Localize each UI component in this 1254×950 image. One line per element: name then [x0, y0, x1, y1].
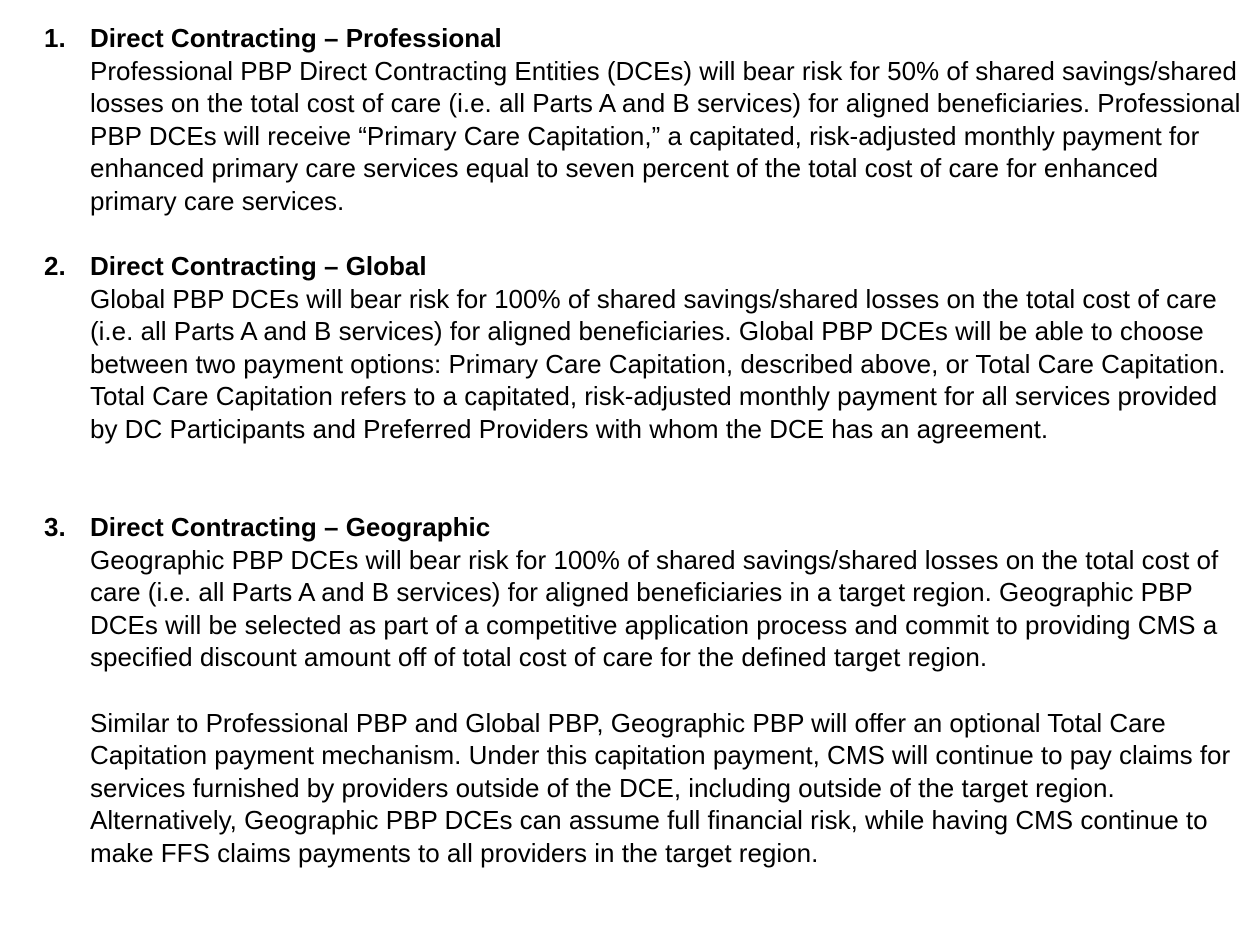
item-number: 2. [44, 251, 66, 281]
item-body [90, 22, 1250, 218]
item-heading: Direct Contracting – Professional [90, 23, 502, 53]
item-paragraph: Similar to Professional PBP and Global PBP, Geographic PBP will offer an optional Total Care Capitation payment mechanism. Under this capitation payment, CMS will continue to pay claims for services furnished by providers outside of the DCE, including outside of the target region. Alternatively, Geographic PBP DCEs can assume full financial risk, while having CMS continue to make FFS claims payments to all providers in the target region. [90, 707, 1231, 868]
item-body [90, 511, 1250, 870]
item-number: 1. [44, 23, 66, 53]
item-body [90, 250, 1250, 446]
item-paragraph: Global PBP DCEs will bear risk for 100% of shared savings/shared losses on the total cost of care (i.e. all Parts A and B services) for aligned beneficiaries. Global PBP DCEs will be able to choose between two payment options: Primary Care Capitation, described above, or Total Care Capitation. Total Care Capitation refers to a capitated, risk-adjusted monthly payment for all services provided by DC Participants and Preferred Providers with whom the DCE has an agreement. [90, 283, 1226, 444]
item-heading: Direct Contracting – Global [90, 251, 427, 281]
item-paragraph: Geographic PBP DCEs will bear risk for 100% of shared savings/shared losses on the total cost of care (i.e. all Parts A and B services) for aligned beneficiaries in a target region. Geographic PBP DCEs will be selected as part of a competitive application process and commit to providing CMS a specified discount amount off of total cost of care for the defined target region. [90, 544, 1219, 673]
item-number: 3. [44, 512, 66, 542]
item-heading: Direct Contracting – Geographic [90, 512, 491, 542]
item-paragraph: Professional PBP Direct Contracting Entities (DCEs) will bear risk for 50% of shared savings/shared losses on the total cost of care (i.e. all Parts A and B services) for aligned beneficiaries. Professional PBP DCEs will receive “Primary Care Capitation,” a capitated, risk-adjusted monthly payment for enhanced primary care services equal to seven percent of the total cost of care for enhanced primary care services. [90, 55, 1241, 216]
